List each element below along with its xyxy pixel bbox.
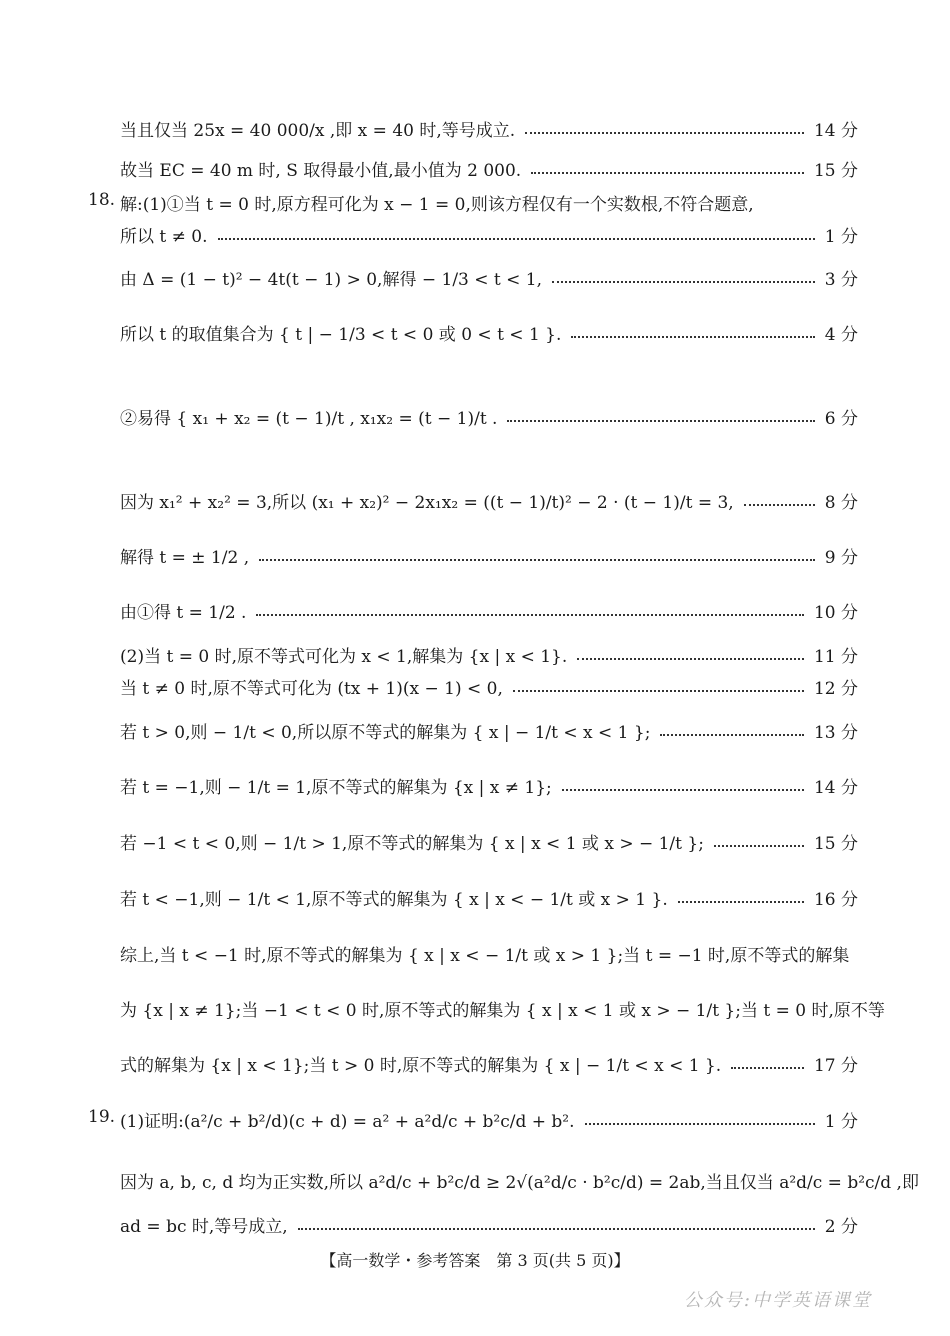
score: 14 分 xyxy=(813,121,858,141)
score: 1 分 xyxy=(824,227,858,247)
line-text: 若 t > 0,则 − 1/t < 0,所以原不等式的解集为 { x | − 1/t < x < 1 }; xyxy=(120,723,651,743)
score: 15 分 xyxy=(813,161,858,181)
leader-dots xyxy=(714,845,804,847)
line-text: 为 {x | x ≠ 1};当 −1 < t < 0 时,原不等式的解集为 { x | x < 1 或 x > − 1/t };当 t = 0 时,原不等 xyxy=(120,1001,885,1021)
line-text: 所以 t ≠ 0. xyxy=(120,227,208,247)
line-21 xyxy=(0,1168,950,1196)
leader-dots xyxy=(513,690,804,692)
line-6 xyxy=(0,320,950,348)
leader-dots xyxy=(259,559,815,561)
line-text: 故当 EC = 40 m 时, S 取得最小值,最小值为 2 000. xyxy=(120,161,522,181)
leader-dots xyxy=(525,132,804,134)
score: 11 分 xyxy=(813,647,858,667)
leader-dots xyxy=(731,1067,804,1069)
leader-dots xyxy=(298,1228,815,1230)
line-text: 由 Δ = (1 − t)² − 4t(t − 1) > 0,解得 − 1/3 < t < 1, xyxy=(120,270,543,290)
line-22 xyxy=(0,1212,950,1238)
score: 14 分 xyxy=(813,778,858,798)
line-13 xyxy=(0,718,950,746)
line-11 xyxy=(0,642,950,668)
line-text: 式的解集为 {x | x < 1};当 t > 0 时,原不等式的解集为 { x | − 1/t < x < 1 }. xyxy=(120,1056,722,1076)
score: 8 分 xyxy=(824,493,858,513)
line-8 xyxy=(0,488,950,516)
line-3 xyxy=(0,190,950,216)
line-text: 若 t = −1,则 − 1/t = 1,原不等式的解集为 {x | x ≠ 1}; xyxy=(120,778,552,798)
line-17 xyxy=(0,941,950,969)
score: 3 分 xyxy=(824,270,858,290)
line-text: 解:(1)①当 t = 0 时,原方程可化为 x − 1 = 0,则该方程仅有一个实数根,不符合题意, xyxy=(120,195,754,215)
line-9 xyxy=(0,543,950,571)
watermark: 公众号:中学英语课堂 xyxy=(683,1290,872,1311)
line-text: (2)当 t = 0 时,原不等式可化为 x < 1,解集为 {x | x < 1}. xyxy=(120,647,568,667)
score: 2 分 xyxy=(824,1217,858,1237)
leader-dots xyxy=(531,172,804,174)
line-19 xyxy=(0,1051,950,1079)
line-text: 由①得 t = 1/2 . xyxy=(120,603,247,623)
line-text: (1)证明:(a²/c + b²/d)(c + d) = a² + a²d/c + b²c/d + b². xyxy=(120,1112,575,1132)
line-2 xyxy=(0,156,950,182)
leader-dots xyxy=(744,504,815,506)
line-text: 因为 a, b, c, d 均为正实数,所以 a²d/c + b²c/d ≥ 2√(a²d/c · b²c/d) = 2ab,当且仅当 a²d/c = b²c/d ,即 xyxy=(120,1173,919,1193)
line-text: 所以 t 的取值集合为 { t | − 1/3 < t < 0 或 0 < t < 1 }. xyxy=(120,325,562,345)
score: 17 分 xyxy=(813,1056,858,1076)
line-16 xyxy=(0,885,950,913)
line-10 xyxy=(0,598,950,626)
score: 15 分 xyxy=(813,834,858,854)
leader-dots xyxy=(577,658,804,660)
question-number: 18. xyxy=(88,190,116,210)
line-12 xyxy=(0,674,950,700)
score: 4 分 xyxy=(824,325,858,345)
leader-dots xyxy=(660,734,804,736)
leader-dots xyxy=(571,336,814,338)
leader-dots xyxy=(218,238,815,240)
line-text: 若 −1 < t < 0,则 − 1/t > 1,原不等式的解集为 { x | x < 1 或 x > − 1/t }; xyxy=(120,834,704,854)
line-text: 解得 t = ± 1/2 , xyxy=(120,548,250,568)
line-text: 因为 x₁² + x₂² = 3,所以 (x₁ + x₂)² − 2x₁x₂ = ((t − 1)/t)² − 2 · (t − 1)/t = 3, xyxy=(120,493,734,513)
line-text: 若 t < −1,则 − 1/t < 1,原不等式的解集为 { x | x < − 1/t 或 x > 1 }. xyxy=(120,890,668,910)
line-text: 综上,当 t < −1 时,原不等式的解集为 { x | x < − 1/t 或 x > 1 };当 t = −1 时,原不等式的解集 xyxy=(120,946,850,966)
leader-dots xyxy=(552,281,815,283)
leader-dots xyxy=(507,420,814,422)
line-text: ②易得 { x₁ + x₂ = (t − 1)/t , x₁x₂ = (t − 1)/t . xyxy=(120,409,498,429)
score: 12 分 xyxy=(813,679,858,699)
line-4 xyxy=(0,222,950,248)
line-14 xyxy=(0,773,950,801)
score: 13 分 xyxy=(813,723,858,743)
line-text: 当且仅当 25x = 40 000/x ,即 x = 40 时,等号成立. xyxy=(120,121,516,141)
line-15 xyxy=(0,829,950,857)
score: 6 分 xyxy=(824,409,858,429)
score: 16 分 xyxy=(813,890,858,910)
line-7 xyxy=(0,404,950,432)
line-text: ad = bc 时,等号成立, xyxy=(120,1217,288,1237)
score: 9 分 xyxy=(824,548,858,568)
leader-dots xyxy=(562,789,804,791)
page-footer: 【高一数学・参考答案 第 3 页(共 5 页)】 xyxy=(320,1251,630,1270)
line-text: 当 t ≠ 0 时,原不等式可化为 (tx + 1)(x − 1) < 0, xyxy=(120,679,503,699)
leader-dots xyxy=(256,614,803,616)
line-5 xyxy=(0,265,950,293)
line-1 xyxy=(0,114,950,142)
leader-dots xyxy=(585,1123,815,1125)
score: 1 分 xyxy=(824,1112,858,1132)
leader-dots xyxy=(678,901,804,903)
line-20 xyxy=(0,1107,950,1135)
question-number: 19. xyxy=(88,1107,116,1127)
line-18 xyxy=(0,996,950,1024)
score: 10 分 xyxy=(813,603,858,623)
